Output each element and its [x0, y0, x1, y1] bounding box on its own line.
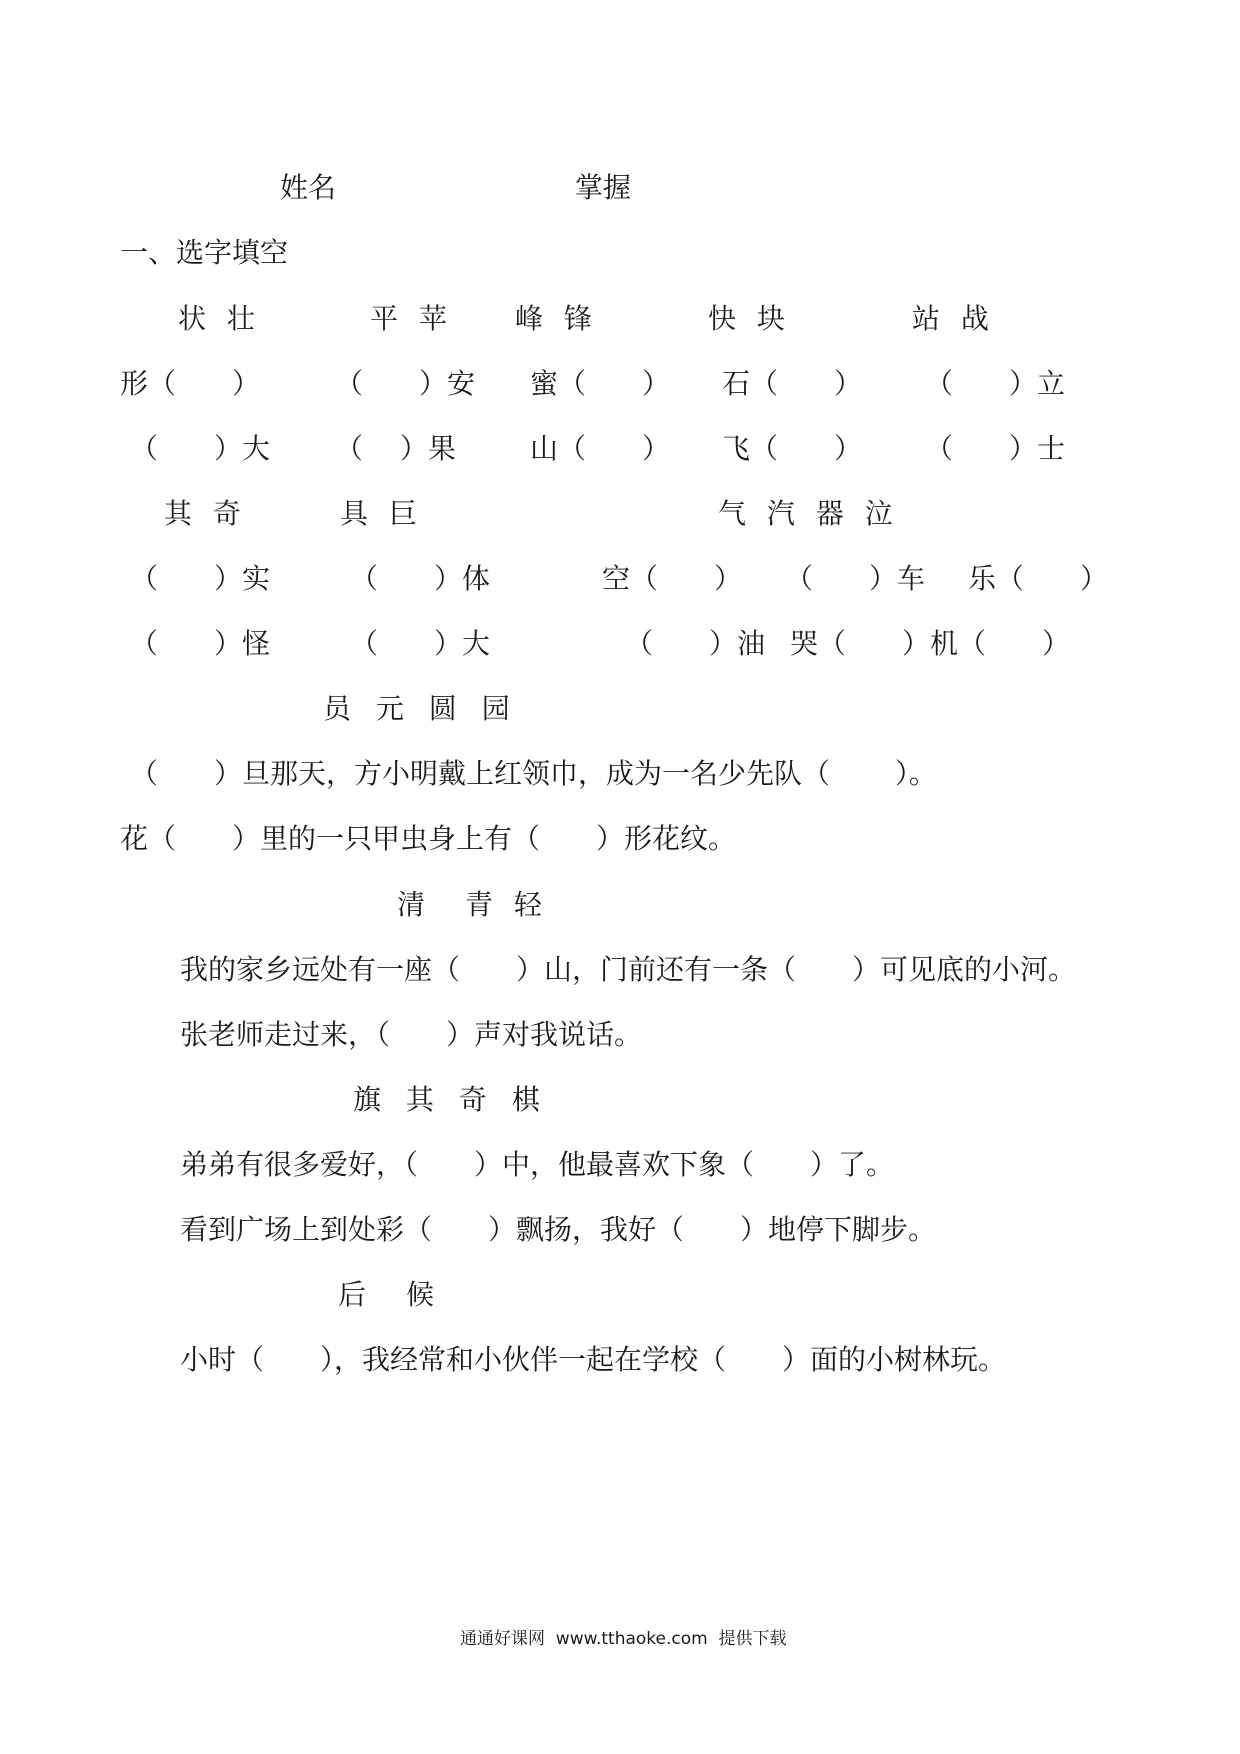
- fill-blank-item: 乐（ ）: [968, 562, 1109, 595]
- fill-blank-item: （ ）立: [925, 367, 1066, 400]
- option-group: 峰 锋: [515, 302, 598, 335]
- option-group: 具 巨: [340, 497, 423, 530]
- fill-blank-item: （ ）果: [335, 432, 456, 465]
- option-group: 状 壮: [178, 302, 261, 335]
- sentence: （ ）旦那天，方小明戴上红领巾，成为一名少先队（ ）。: [130, 757, 937, 790]
- fill-blank-item: 飞（ ）: [722, 432, 863, 465]
- sentence: 看到广场上到处彩（ ）飘扬，我好（ ）地停下脚步。: [180, 1213, 937, 1246]
- footer-text: 通通好课网 www.tthaoke.com 提供下载: [460, 1629, 787, 1649]
- fill-blank-item: （ ）大: [350, 627, 491, 660]
- sentence: 张老师走过来，（ ）声对我说话。: [180, 1018, 643, 1051]
- section-title: 一、选字填空: [120, 236, 289, 269]
- fill-blank-item: 石（ ）: [722, 367, 863, 400]
- fill-blank-item: 蜜（ ）: [530, 367, 671, 400]
- fill-blank-item: （ ）车: [785, 562, 926, 595]
- fill-blank-item: （ ）安: [335, 367, 476, 400]
- mastery-label: 掌握: [575, 171, 632, 204]
- fill-blank-item: 空（ ）: [602, 562, 743, 595]
- option-group: 后 候: [338, 1278, 441, 1311]
- option-group: 气 汽 器 泣: [718, 497, 899, 530]
- fill-blank-item: （ ）怪: [130, 627, 271, 660]
- option-group: 快 块: [708, 302, 791, 335]
- sentence: 弟弟有很多爱好，（ ）中，他最喜欢下象（ ）了。: [180, 1148, 895, 1181]
- option-group: 平 苹: [370, 302, 453, 335]
- fill-blank-item: （ ）实: [130, 562, 271, 595]
- fill-blank-item: 山（ ）: [530, 432, 671, 465]
- fill-blank-item: （ ）体: [350, 562, 491, 595]
- option-group: 旗 其 奇 棋: [353, 1083, 548, 1116]
- option-group: 清 青 轻: [397, 888, 548, 921]
- option-group: 员 元 圆 园: [323, 692, 518, 725]
- option-group: 站 战: [912, 302, 995, 335]
- fill-blank-item: （ ）大: [130, 432, 271, 465]
- name-label: 姓名: [280, 171, 337, 204]
- fill-blank-item: （ ）士: [925, 432, 1066, 465]
- sentence: 小时（ ），我经常和小伙伴一起在学校（ ）面的小树林玩。: [180, 1343, 1007, 1376]
- fill-blank-item: （ ）油: [625, 627, 766, 660]
- fill-blank-item: 哭（ ）机（ ）: [790, 627, 1071, 660]
- sentence: 花（ ）里的一只甲虫身上有（ ）形花纹。: [120, 822, 737, 855]
- sentence: 我的家乡远处有一座（ ）山，门前还有一条（ ）可见底的小河。: [180, 953, 1077, 986]
- option-group: 其 奇: [164, 497, 247, 530]
- fill-blank-item: 形（ ）: [120, 367, 261, 400]
